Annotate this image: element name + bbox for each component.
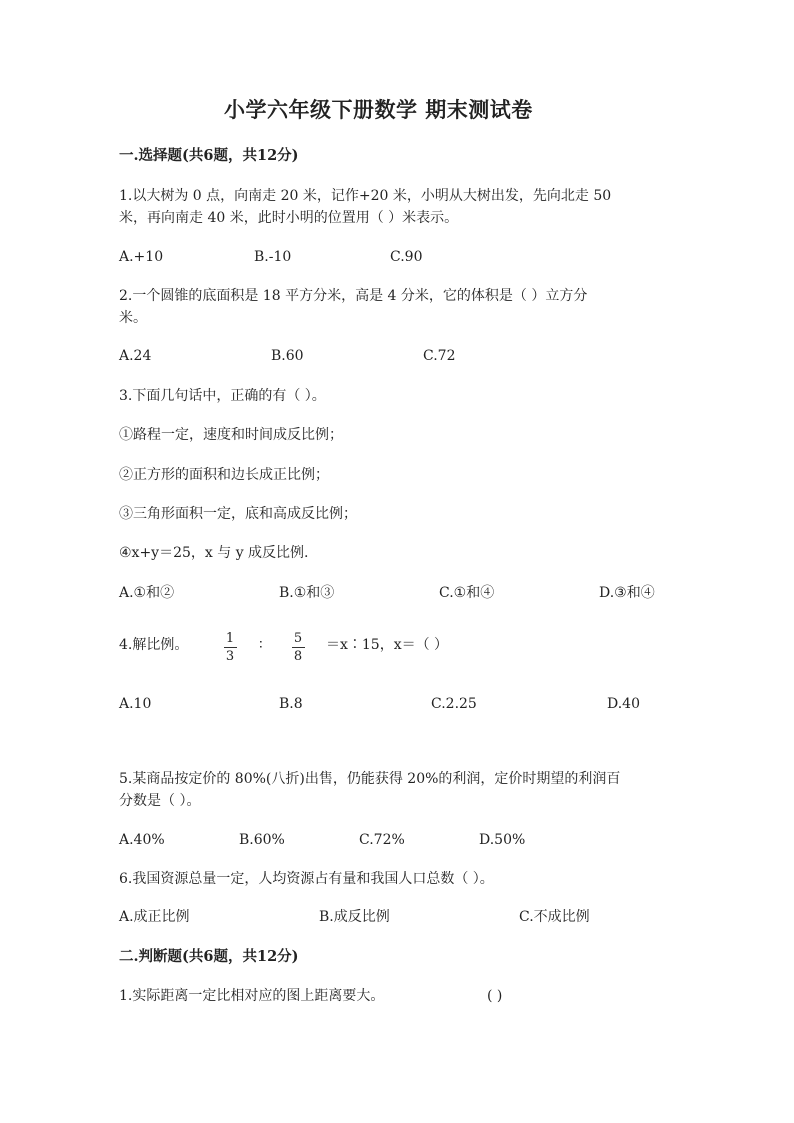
option-b[interactable]: B.60	[271, 348, 304, 364]
question-text: 5.某商品按定价的 80%(八折)出售，仍能获得 20%的利润，定价时期望的利润百	[119, 771, 621, 787]
option-a[interactable]: A.24	[119, 348, 152, 364]
answer-blank[interactable]: ( )	[487, 988, 503, 1004]
option-b[interactable]: B.-10	[254, 249, 292, 265]
option-b[interactable]: B.①和③	[279, 585, 335, 601]
question-text: 2.一个圆锥的底面积是 18 平方分米，高是 4 分米，它的体积是（ ）立方分	[119, 288, 588, 304]
question-text: 6.我国资源总量一定，人均资源占有量和我国人口总数（ ）。	[119, 871, 494, 887]
fraction-bar	[292, 647, 305, 648]
question-text: 1.实际距离一定比相对应的图上距离要大。	[119, 988, 385, 1004]
fraction-denominator: 8	[293, 649, 303, 664]
option-d[interactable]: D.40	[607, 696, 640, 712]
statement: ④x+y＝25，x 与 y 成反比例.	[119, 545, 309, 561]
option-b[interactable]: B.60%	[239, 832, 285, 848]
option-b[interactable]: B.成反比例	[319, 909, 390, 925]
option-d[interactable]: D.50%	[479, 832, 526, 848]
page-title: 小学六年级下册数学 期末测试卷	[224, 97, 533, 122]
statement: ①路程一定，速度和时间成反比例；	[119, 427, 343, 443]
fraction-five-eighths	[290, 631, 306, 664]
option-c[interactable]: C.①和④	[439, 585, 495, 601]
question-text: ＝x∶15，x＝（ ）	[326, 637, 449, 653]
fraction-one-third	[222, 631, 238, 664]
option-a[interactable]: A.10	[119, 696, 152, 712]
fraction-denominator: 3	[225, 649, 235, 664]
fraction-numerator: 1	[225, 631, 235, 646]
question-text: 米。	[119, 310, 147, 326]
fraction-bar	[224, 647, 237, 648]
option-c[interactable]: C.72	[423, 348, 456, 364]
question-text: 分数是（ ）。	[119, 793, 201, 809]
option-d[interactable]: D.③和④	[599, 585, 655, 601]
option-a[interactable]: A.①和②	[119, 585, 175, 601]
ratio-colon: ∶	[259, 637, 263, 653]
section-heading: 一.选择题(共6题，共12分)	[119, 147, 299, 164]
option-a[interactable]: A.成正比例	[119, 909, 190, 925]
option-c[interactable]: C.90	[390, 249, 423, 265]
section-heading: 二.判断题(共6题，共12分)	[119, 948, 299, 965]
question-text: 4.解比例。	[119, 637, 189, 653]
fraction-numerator: 5	[293, 631, 303, 646]
statement: ③三角形面积一定，底和高成反比例；	[119, 506, 357, 522]
option-b[interactable]: B.8	[279, 696, 303, 712]
option-a[interactable]: A.+10	[119, 249, 164, 265]
statement: ②正方形的面积和边长成正比例；	[119, 467, 329, 483]
option-c[interactable]: C.72%	[359, 832, 405, 848]
option-a[interactable]: A.40%	[119, 832, 165, 848]
question-text: 米，再向南走 40 米，此时小明的位置用（ ）米表示。	[119, 210, 459, 226]
question-text: 3.下面几句话中，正确的有（ ）。	[119, 388, 326, 404]
option-c[interactable]: C.2.25	[431, 696, 477, 712]
question-text: 1.以大树为 0 点，向南走 20 米，记作+20 米，小明从大树出发，先向北走 50	[119, 188, 612, 204]
option-c[interactable]: C.不成比例	[519, 909, 590, 925]
